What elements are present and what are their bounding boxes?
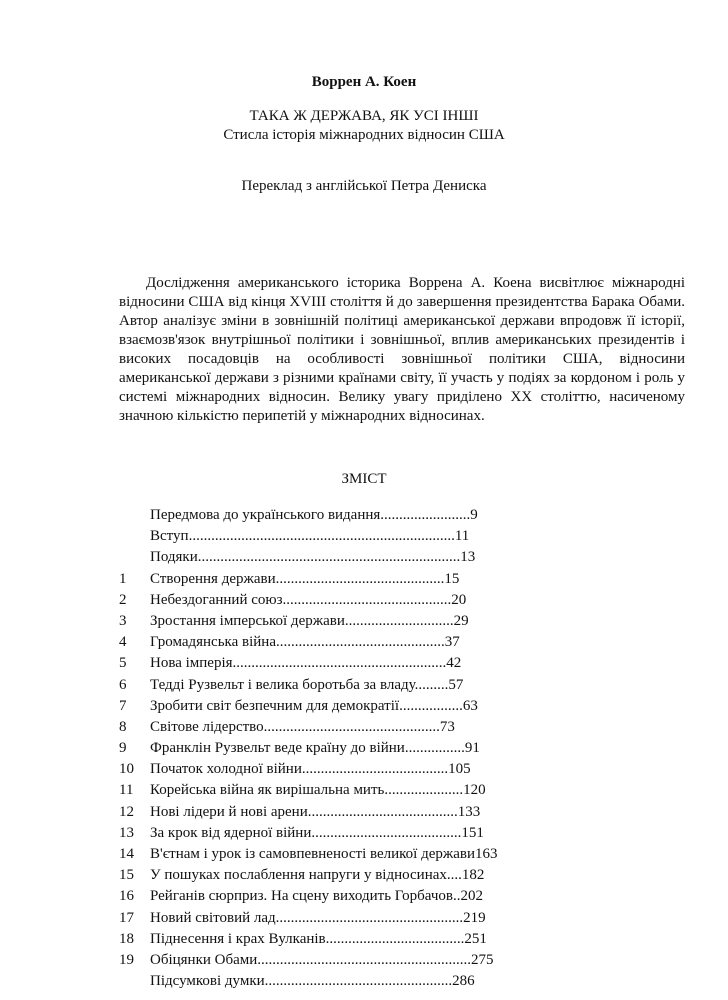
toc-leader-dots: ..................... <box>384 782 464 799</box>
toc-page-number: 251 <box>464 930 487 947</box>
toc-page-number: 219 <box>463 909 486 926</box>
toc-chapter-title: Підсумкові думки <box>150 973 265 990</box>
toc-page-number: 133 <box>457 803 481 820</box>
toc-chapter-title: Початок холодної війни <box>150 761 302 778</box>
toc-leader-dots: ........................................ <box>307 803 458 820</box>
toc-entry <box>0 569 728 590</box>
toc-entry-line <box>150 611 469 632</box>
toc-entry <box>0 971 728 992</box>
translator-credit: Переклад з англійської Петра Дениска <box>241 178 487 194</box>
toc-entry-line <box>150 802 480 823</box>
toc-entry-line <box>150 950 494 971</box>
toc-entry-line <box>150 886 483 907</box>
toc-chapter-title: Передмова до українського видання <box>150 507 381 523</box>
toc-chapter-title: Обіцянки Обами <box>150 951 258 968</box>
toc-entry-line <box>150 547 475 568</box>
toc-leader-dots: ............................................. <box>275 634 445 651</box>
toc-leader-dots: ....................................................................... <box>188 528 455 545</box>
toc-page-number: 182 <box>461 867 485 884</box>
toc-leader-dots: ......................................................... <box>232 655 447 672</box>
toc-leader-dots: ...................................................................... <box>197 549 461 566</box>
toc-page-number: 37 <box>444 634 460 651</box>
toc-page-number: 286 <box>452 973 475 990</box>
toc-entry-line <box>150 717 455 738</box>
toc-chapter-title: Новий світовий лад <box>150 909 276 926</box>
toc-chapter-number: 7 <box>119 697 127 714</box>
toc-page-number: 151 <box>461 824 484 841</box>
toc-entry-line <box>150 844 498 865</box>
author-name: Воррен А. Коен <box>311 74 417 90</box>
toc-entry-line <box>150 759 471 780</box>
toc-chapter-number: 10 <box>119 761 134 778</box>
toc-page-number: 275 <box>471 951 494 968</box>
toc-page-number: 163 <box>475 846 498 862</box>
toc-leader-dots: .. <box>452 888 461 905</box>
toc-entry-line <box>150 738 480 759</box>
toc-chapter-title: Громадянська війна <box>150 634 276 651</box>
toc-leader-dots: ....................................... <box>301 761 449 778</box>
toc-leader-dots: ............................................. <box>275 570 445 587</box>
toc-chapter-title: У пошуках послаблення напруги у відносинах <box>150 867 447 884</box>
toc-leader-dots: ........................ <box>380 507 471 523</box>
toc-page-number: 57 <box>448 676 464 693</box>
toc-entry <box>0 611 728 632</box>
toc-leader-dots: ......... <box>414 676 449 693</box>
toc-chapter-number: 8 <box>119 718 127 735</box>
toc-page-number: 202 <box>460 888 483 905</box>
toc-entry-line <box>150 696 478 717</box>
toc-chapter-title: Небездоганний союз <box>150 591 283 608</box>
toc-entry <box>0 844 728 865</box>
toc-entry <box>0 802 728 823</box>
toc-leader-dots: ......................................................... <box>257 951 472 968</box>
toc-chapter-number: 11 <box>119 782 134 799</box>
toc-page-number: 73 <box>439 718 455 735</box>
toc-page-number: 91 <box>464 740 480 757</box>
abstract-paragraph: Дослідження американського історика Воррена А. Коена висвітлює міжнародні відносини США від кінця XVIII століття й до завершення президентства Барака Обами. Автор аналізує зміни в зовнішній політиці американської держави впродовж її історії, взаємозв'язок внутрішньої політики і зовнішньої, вплив американських президентів і високих посадовців на особливості зовнішньої політики США, відносини американської держави з різними країнами світу, її участь у подіях за кордоном і роль у системі міжнародних відносин. Велику увагу приділено XX століттю, насиченому значною кількістю перипетій у міжнародних відносинах. <box>119 275 685 424</box>
toc-chapter-number: 15 <box>119 867 134 884</box>
toc-entry-line <box>150 569 459 590</box>
toc-chapter-number: 17 <box>119 909 134 926</box>
toc-leader-dots: ..................................... <box>325 930 465 947</box>
toc-page-number: 105 <box>448 761 471 778</box>
toc-entry <box>0 950 728 971</box>
toc-chapter-title: Піднесення і крах Вулканів <box>150 930 326 947</box>
toc-entry-line <box>150 675 463 696</box>
toc-entry <box>0 675 728 696</box>
toc-entry <box>0 929 728 950</box>
toc-leader-dots: ........................................ <box>311 824 462 841</box>
toc-chapter-title: За крок від ядерної війни <box>150 824 312 841</box>
toc-chapter-title: В'єтнам і урок із самовпевненості великої держави <box>150 846 476 862</box>
toc-page-number: 13 <box>460 549 476 566</box>
toc-entry-line <box>150 590 466 611</box>
toc-entry-line <box>150 865 484 886</box>
toc-entry-line <box>150 653 461 674</box>
toc-entry-line <box>150 971 475 992</box>
toc-chapter-number: 2 <box>119 591 127 608</box>
toc-chapter-title: Зробити світ безпечним для демократії <box>150 697 400 714</box>
toc-leader-dots: ................. <box>399 697 463 714</box>
toc-leader-dots: ............................................. <box>282 591 452 608</box>
toc-entry <box>0 696 728 717</box>
toc-chapter-title: Корейська війна як вирішальна мить <box>150 782 385 799</box>
toc-chapter-title: Тедді Рузвельт і велика боротьба за владу <box>150 676 415 693</box>
toc-entry <box>0 759 728 780</box>
toc-page-number: 9 <box>470 507 478 523</box>
toc-chapter-title: Створення держави <box>150 570 276 587</box>
toc-leader-dots: .................................................. <box>275 909 464 926</box>
toc-page-number: 11 <box>454 528 470 545</box>
toc-chapter-number: 14 <box>119 846 134 862</box>
toc-entry <box>0 526 728 547</box>
toc-chapter-number: 6 <box>119 676 127 693</box>
book-title: ТАКА Ж ДЕРЖАВА, ЯК УСІ ІНШІ <box>249 108 479 124</box>
toc-page-number: 63 <box>462 697 478 714</box>
toc-entry <box>0 780 728 801</box>
toc-page-number: 29 <box>453 612 469 629</box>
toc-leader-dots: .................................................. <box>264 973 453 990</box>
toc-entry-line <box>150 780 486 801</box>
toc-entry <box>0 632 728 653</box>
toc-page-number: 120 <box>463 782 486 799</box>
toc-chapter-number: 9 <box>119 740 127 757</box>
toc-entry <box>0 738 728 759</box>
toc-entry-line <box>150 823 484 844</box>
toc-chapter-title: Вступ <box>150 528 189 545</box>
toc-entry <box>0 886 728 907</box>
toc-chapter-number: 18 <box>119 930 134 947</box>
toc-chapter-number: 1 <box>119 570 127 587</box>
toc-page-number: 42 <box>446 655 462 672</box>
toc-chapter-title: Нові лідери й нові арени <box>150 803 308 820</box>
table-of-contents <box>0 505 728 992</box>
toc-chapter-number: 4 <box>119 634 127 651</box>
toc-entry <box>0 590 728 611</box>
toc-chapter-number: 19 <box>119 951 134 968</box>
toc-chapter-number: 12 <box>119 803 134 820</box>
toc-chapter-title: Подяки <box>150 549 198 566</box>
toc-leader-dots: ............................................... <box>263 718 440 735</box>
toc-page-number: 15 <box>444 570 460 587</box>
toc-chapter-title: Франклін Рузвельт веде країну до війни <box>150 740 405 757</box>
toc-entry <box>0 865 728 886</box>
toc-leader-dots: ............................. <box>344 612 454 629</box>
toc-chapter-title: Нова імперія <box>150 655 233 672</box>
toc-entry-line <box>150 929 487 950</box>
toc-entry <box>0 505 728 526</box>
toc-leader-dots: ................ <box>404 740 465 757</box>
toc-heading: ЗМІСТ <box>341 471 387 487</box>
toc-chapter-number: 13 <box>119 824 134 841</box>
book-subtitle: Стисла історія міжнародних відносин США <box>223 127 505 143</box>
toc-entry-line <box>150 632 460 653</box>
toc-entry <box>0 547 728 568</box>
toc-entry <box>0 653 728 674</box>
toc-entry-line <box>150 505 478 526</box>
toc-chapter-number: 3 <box>119 612 127 629</box>
toc-entry-line <box>150 908 486 929</box>
toc-chapter-number: 5 <box>119 655 127 672</box>
toc-entry-line <box>150 526 469 547</box>
toc-entry <box>0 908 728 929</box>
toc-page-number: 20 <box>451 591 467 608</box>
toc-chapter-title: Світове лідерство <box>150 718 264 735</box>
toc-chapter-title: Зростання імперської держави <box>150 612 345 629</box>
toc-entry <box>0 717 728 738</box>
toc-entry <box>0 823 728 844</box>
toc-chapter-title: Рейганів сюрприз. На сцену виходить Горбачов <box>150 888 453 905</box>
toc-leader-dots: .... <box>446 867 462 884</box>
toc-chapter-number: 16 <box>119 888 134 905</box>
